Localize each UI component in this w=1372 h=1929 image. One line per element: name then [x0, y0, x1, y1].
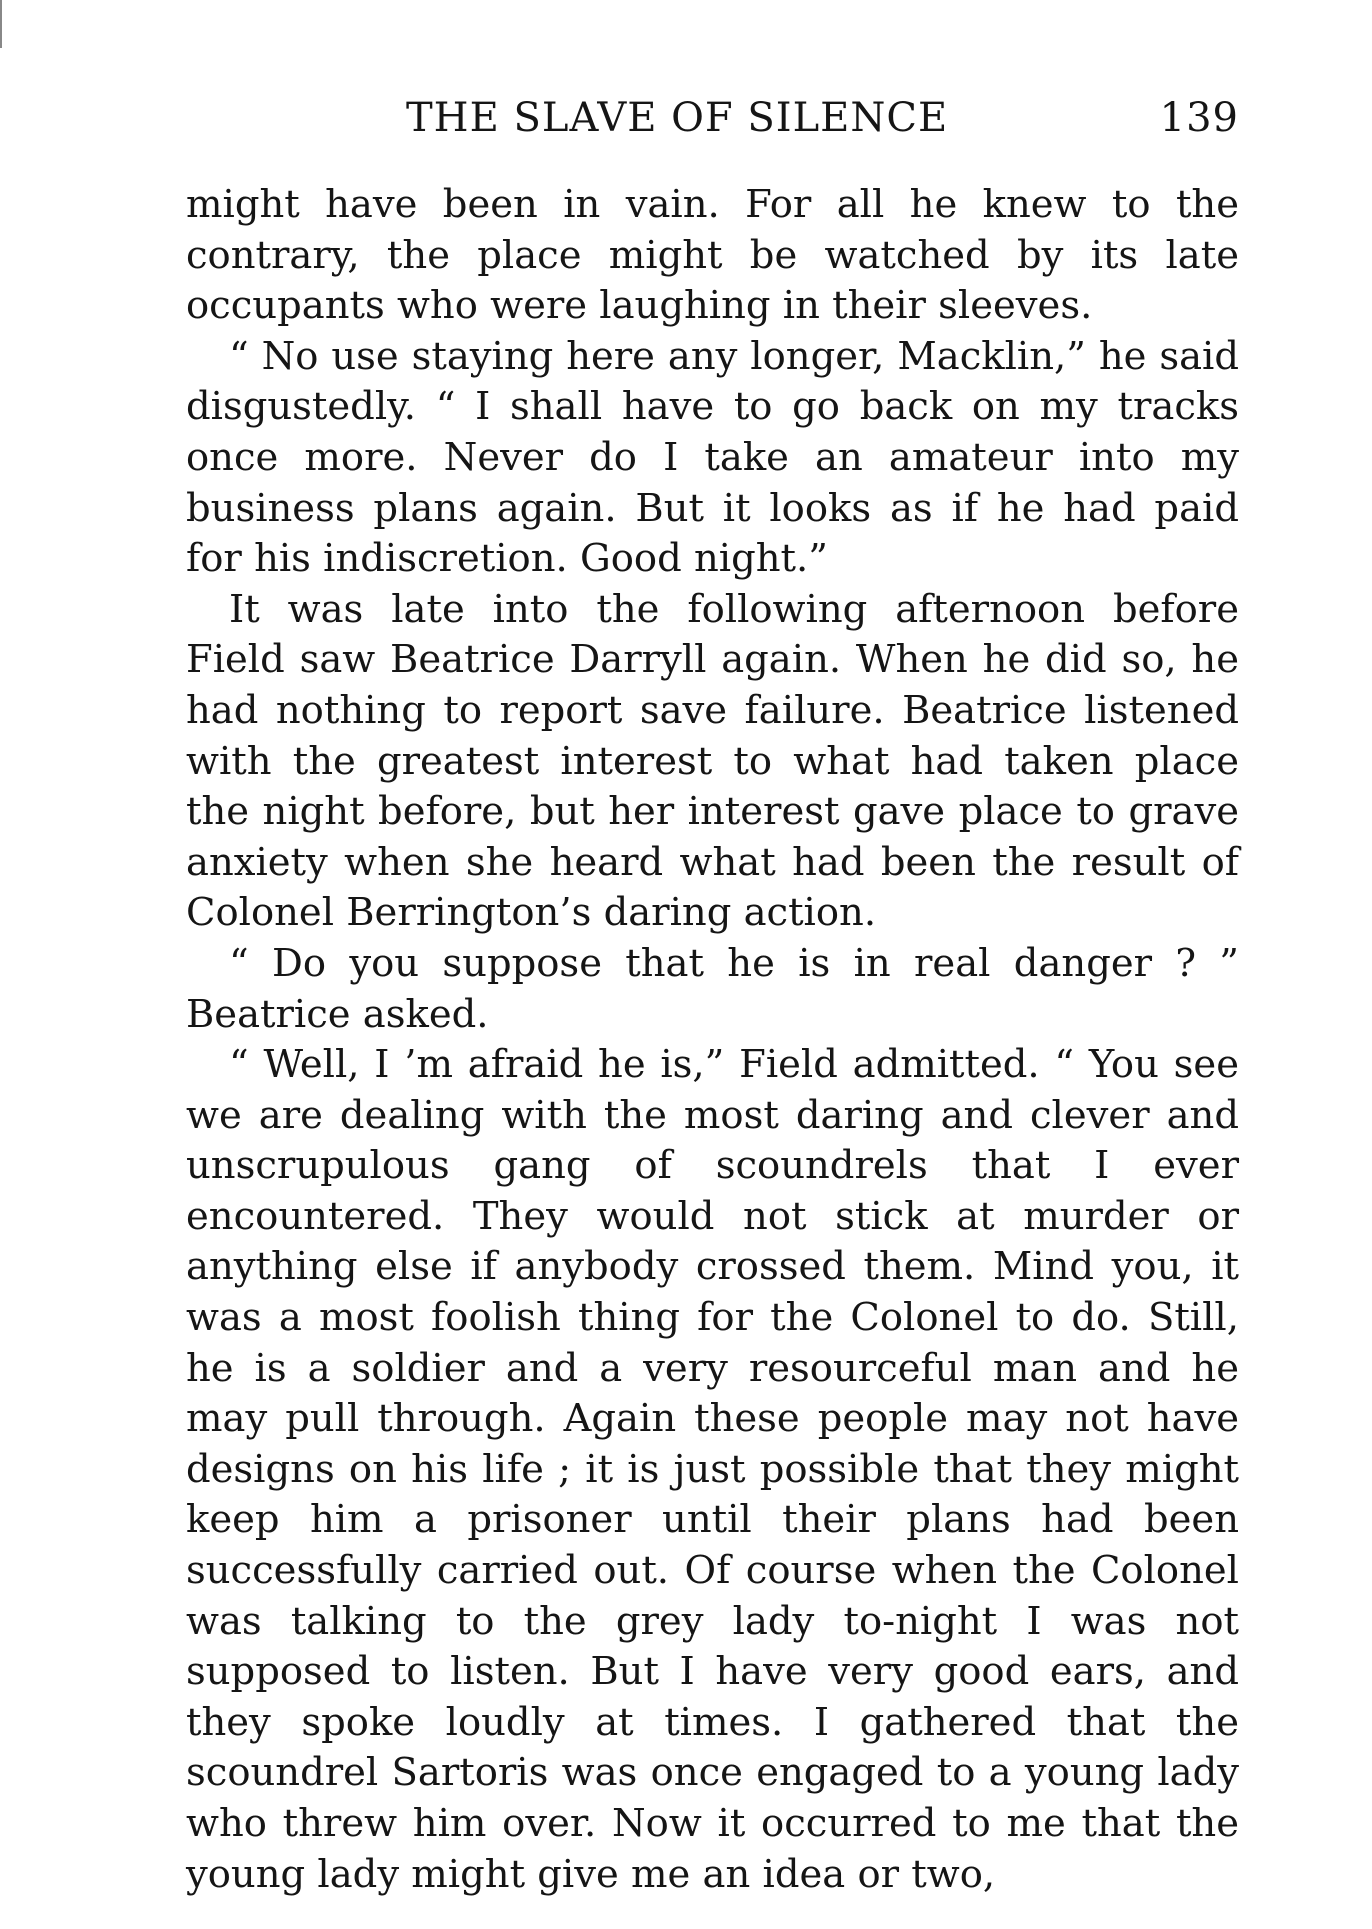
paragraph: “ Well, I ’m afraid he is,” Field admitted. “ You see we are dealing with the most daring and clever and unscrupulous gang of scoundrels that I ever encountered. They would not stick at murder or anything else if anybody crossed them. Mind you, it was a most foolish thing for the Colonel to do. Still, he is a soldier and a very resourceful man and he may pull through. Again these people may not have designs on his life ; it is just possible that they might keep him a prisoner until their plans had been successfully carried out. Of course when the Colonel was talking to the grey lady to-night I was not supposed to listen. But I have very good ears, and they spoke loudly at times. I gathered that the scoundrel Sartoris was once engaged to a young lady who threw him over. Now it occurred to me that the young lady might give me an idea or two,	[186, 1042, 1239, 1897]
paragraph: “ No use staying here any longer, Macklin,” he said disgustedly. “ I shall have to go back on my tracks once more. Never do I take an amateur into my business plans again. But it looks as if he had paid for his indiscretion. Good night.”	[186, 333, 1239, 582]
paragraph: might have been in vain. For all he knew to the contrary, the place might be watched by its late occupants who were laughing in their sleeves.	[186, 182, 1239, 329]
page-header	[186, 95, 1239, 145]
body-text	[186, 180, 1239, 1900]
paragraph: “ Do you suppose that he is in real danger ? ” Beatrice asked.	[186, 940, 1239, 1037]
page-number: 139	[1159, 95, 1239, 141]
paragraph: It was late into the following afternoon before Field saw Beatrice Darryll again. When he did so, he had nothing to report save failure. Beatrice listened with the greatest interest to what had taken place the night before, but her interest gave place to grave anxiety when she heard what had been the result of Colonel Berrington’s daring action.	[186, 586, 1239, 936]
running-title: THE SLAVE OF SILENCE	[406, 95, 949, 141]
page-edge-mark	[0, 0, 2, 48]
